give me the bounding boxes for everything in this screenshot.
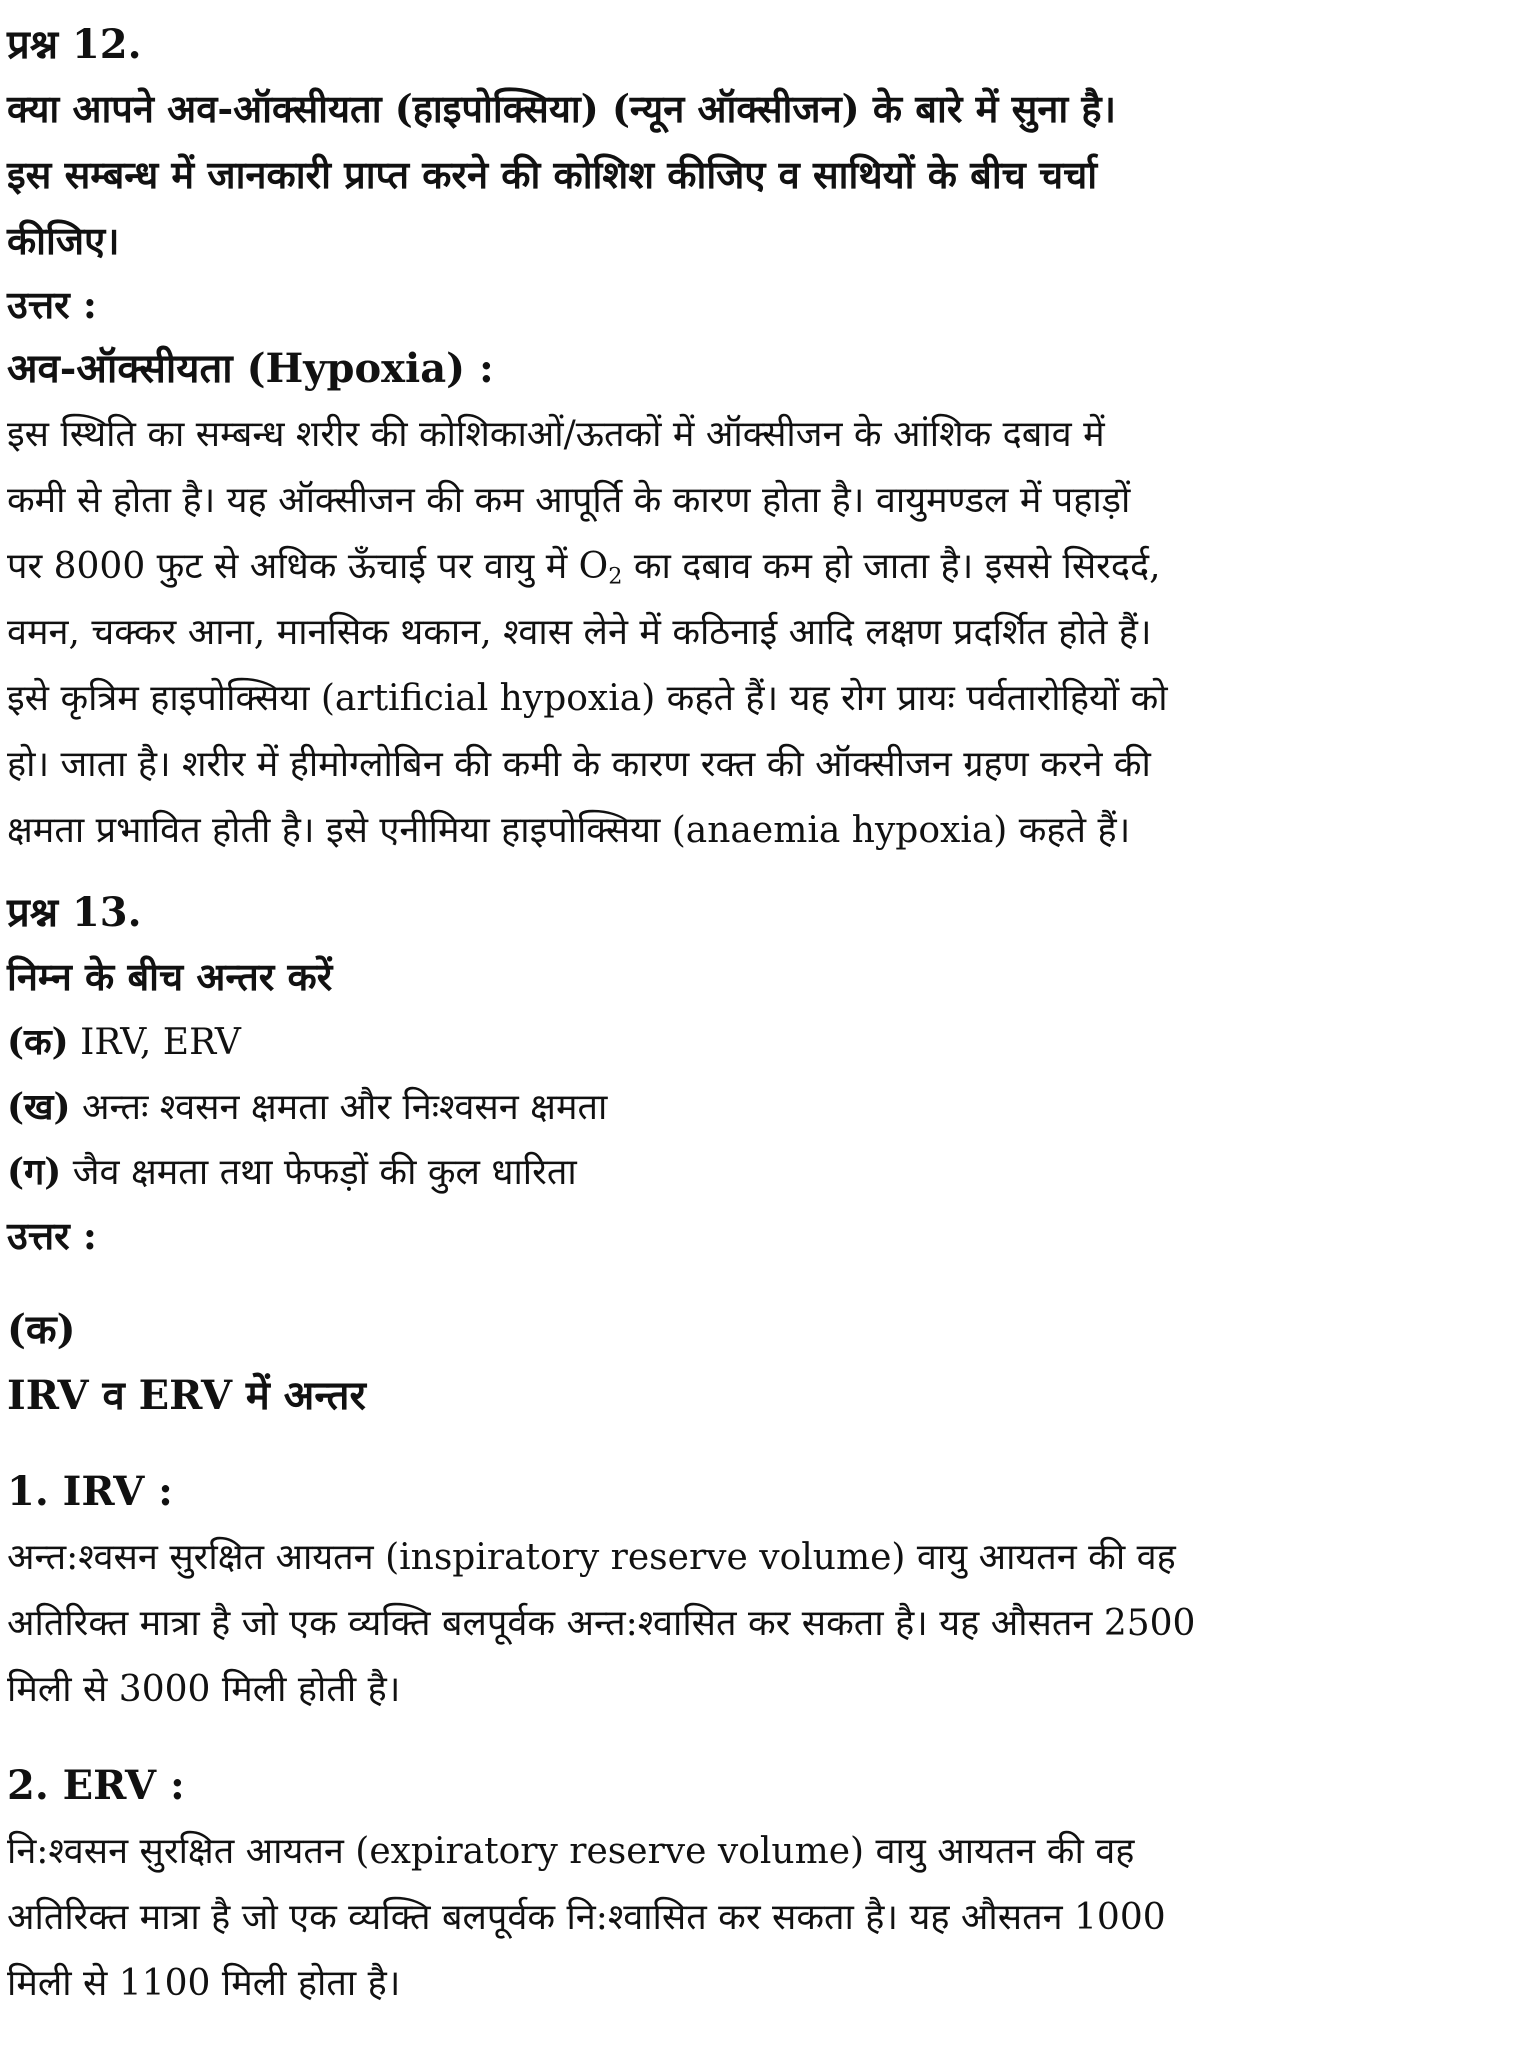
- text-span: का दबाव कम हो जाता है। इससे सिरदर्द,: [622, 546, 1161, 587]
- part-label: (क): [7, 1306, 76, 1353]
- irv-paragraph-line: मिली से 3000 मिली होती है।: [7, 1669, 401, 1710]
- answer-paragraph-line: क्षमता प्रभावित होती है। इसे एनीमिया हाइपोक्सिया (anaemia hypoxia) कहते हैं।: [7, 810, 1131, 851]
- irv-heading: 1. IRV :: [7, 1468, 173, 1515]
- irv-paragraph-line: अन्त:श्वसन सुरक्षित आयतन (inspiratory reserve volume) वायु आयतन की वह: [7, 1537, 1176, 1578]
- answer-paragraph-line: हो। जाता है। शरीर में हीमोग्लोबिन की कमी के कारण रक्त की ऑक्सीजन ग्रहण करने की: [7, 744, 1151, 785]
- question-13-item: [7, 1075, 1536, 1140]
- erv-paragraph-line: अतिरिक्त मात्रा है जो एक व्यक्ति बलपूर्वक नि:श्वासित कर सकता है। यह औसतन 1000: [7, 1897, 1166, 1938]
- answer-paragraph-line: इस स्थिति का सम्बन्ध शरीर की कोशिकाओं/ऊतकों में ऑक्सीजन के आंशिक दबाव में: [7, 414, 1105, 455]
- item-tag: (ग): [7, 1151, 62, 1193]
- item-text: IRV, ERV: [68, 1022, 241, 1063]
- question-13-item: [7, 1010, 1536, 1075]
- question-12-text-line: कीजिए।: [7, 218, 120, 263]
- answer-label: उत्तर :: [7, 1213, 97, 1258]
- hypoxia-heading: अव-ऑक्सीयता (Hypoxia) :: [7, 345, 494, 392]
- question-12-text-line: इस सम्बन्ध में जानकारी प्राप्त करने की कोशिश कीजिए व साथियों के बीच चर्चा: [7, 152, 1098, 197]
- item-tag: (ख): [7, 1086, 71, 1128]
- irv-paragraph-line: अतिरिक्त मात्रा है जो एक व्यक्ति बलपूर्वक अन्त:श्वासित कर सकता है। यह औसतन 2500: [7, 1603, 1196, 1644]
- question-13-text: निम्न के बीच अन्तर करें: [7, 954, 333, 999]
- text-span: पर 8000 फुट से अधिक ऊँचाई पर वायु में O: [7, 546, 609, 587]
- question-12-text-line: क्या आपने अव-ऑक्सीयता (हाइपोक्सिया) (न्यून ऑक्सीजन) के बारे में सुना है।: [7, 86, 1116, 131]
- erv-paragraph-line: मिली से 1100 मिली होता है।: [7, 1963, 401, 2004]
- answer-label: उत्तर :: [7, 282, 97, 327]
- question-13-item: [7, 1140, 1536, 1205]
- answer-paragraph-line: वमन, चक्कर आना, मानसिक थकान, श्वास लेने में कठिनाई आदि लक्षण प्रदर्शित होते हैं।: [7, 612, 1152, 653]
- erv-paragraph-line: नि:श्वसन सुरक्षित आयतन (expiratory reserve volume) वायु आयतन की वह: [7, 1831, 1135, 1872]
- erv-heading: 2. ERV :: [7, 1762, 185, 1809]
- answer-paragraph-line: इसे कृत्रिम हाइपोक्सिया (artificial hypoxia) कहते हैं। यह रोग प्रायः पर्वतारोहियों को: [7, 678, 1168, 719]
- answer-paragraph-line: [7, 534, 1536, 600]
- subscript-2: 2: [608, 563, 623, 590]
- part-heading: IRV व ERV में अन्तर: [7, 1372, 366, 1419]
- item-tag: (क): [7, 1021, 69, 1063]
- question-13-title: प्रश्न 13.: [7, 889, 142, 936]
- question-12-title: प्रश्न 12.: [7, 21, 142, 68]
- item-text: अन्तः श्वसन क्षमता और निःश्वसन क्षमता: [70, 1087, 608, 1128]
- item-text: जैव क्षमता तथा फेफड़ों की कुल धारिता: [61, 1152, 577, 1193]
- answer-paragraph-line: कमी से होता है। यह ऑक्सीजन की कम आपूर्ति के कारण होता है। वायुमण्डल में पहाड़ों: [7, 480, 1131, 521]
